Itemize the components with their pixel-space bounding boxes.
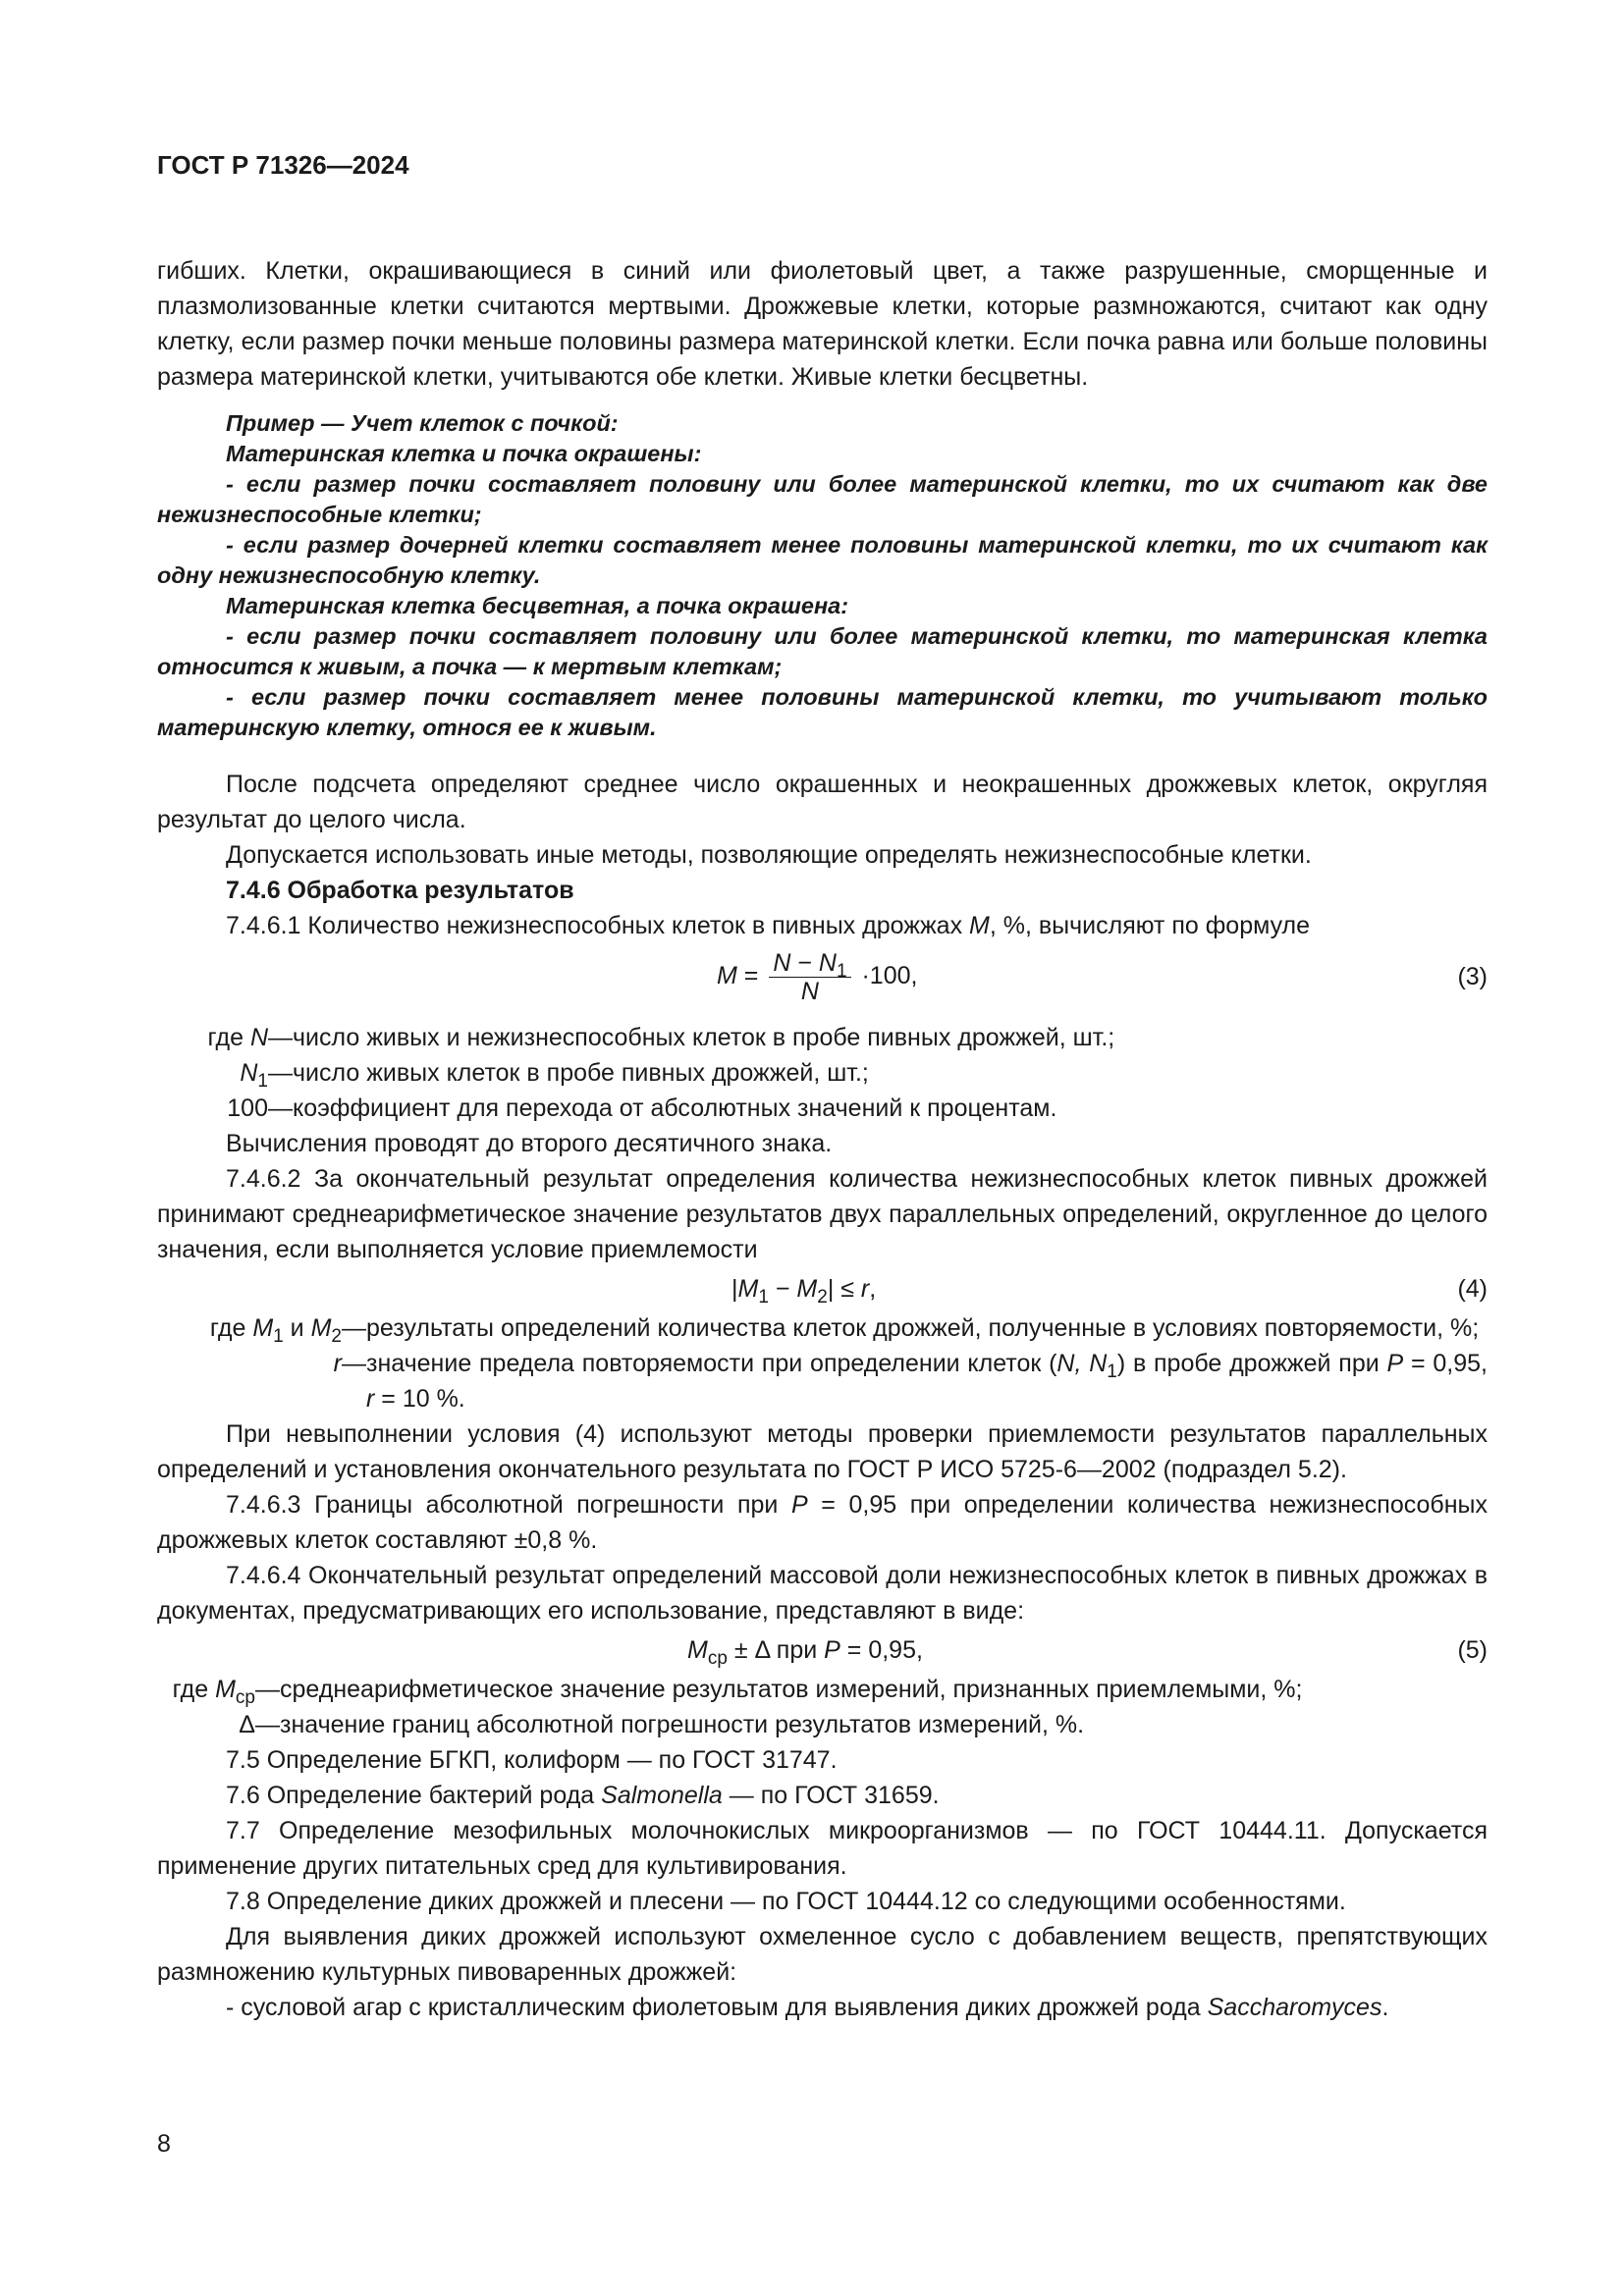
bullet-item: - сусловой агар с кристаллическим фиолетовым для выявления диких дрожжей рода Saccharomyces.: [226, 1994, 1389, 2021]
formula-4-expression: $|M_1 - M_2| \le r$,: [731, 1275, 877, 1308]
definition-row: Δ — значение границ абсолютной погрешности результатов измерений, %.: [239, 1711, 1085, 1738]
definition-row: где $M_{ср}$ — среднеарифметическое значение результатов измерений, признанных приемлемыми, %;: [172, 1676, 1303, 1708]
calc-note: Вычисления проводят до второго десятичного знака.: [226, 1130, 833, 1157]
after-count-paragraph: После подсчета определяют среднее число окрашенных и неокрашенных дрожжевых клеток, округляя результат до целого числа.: [157, 771, 1488, 833]
example-block: [157, 408, 1488, 743]
page-number: 8: [157, 2130, 171, 2158]
paragraph-7-4-6-2: 7.4.6.2 За окончательный результат определения количества нежизнеспособных клеток пивных дрожжей принимают среднеарифметическое значение результатов двух параллельных определений, округленное до целого значения, если выполняется условие приемлемости: [157, 1165, 1488, 1263]
definition-row: $N_1$ — число живых клеток в пробе пивных дрожжей, шт.;: [240, 1059, 869, 1092]
example-case2-a: - если размер почки составляет половину или более материнской клетки, то материнская клетка относится к живым, а почка — к мертвым клеткам;: [157, 623, 1488, 679]
intro-paragraph: гибших. Клетки, окрашивающиеся в синий или фиолетовый цвет, а также разрушенные, сморщенные и плазмолизованные клетки считаются мертвыми. Дрожжевые клетки, которые размножаются, считают как одну клетку, если размер почки меньше половины размера материнской клетки. Если почка равна или больше половины размера материнской клетки, учитываются обе клетки. Живые клетки бесцветны.: [157, 257, 1488, 391]
formula-5-expression: $M_{ср} \pm \Delta$ при P = 0,95,: [687, 1636, 923, 1669]
definition-row: где $M_1$ и $M_2$ — результаты определений количества клеток дрожжей, полученные в условиях повторяемости, %;: [209, 1314, 1480, 1347]
example-case2-b: - если размер почки составляет менее половины материнской клетки, то учитывают только материнскую клетку, относя ее к живым.: [157, 684, 1488, 740]
example-case1-a: - если размер почки составляет половину или более материнской клетки, то их считают как две нежизнеспособные клетки;: [157, 471, 1488, 527]
formula-3-number: (3): [1457, 963, 1488, 990]
paragraph-7-7: 7.7 Определение мезофильных молочнокислых микроорганизмов — по ГОСТ 10444.11. Допускается применение других питательных сред для культивирования.: [157, 1817, 1488, 1880]
definition-row: 100 — коэффициент для перехода от абсолютных значений к процентам.: [227, 1095, 1057, 1122]
definition-row: r — значение предела повторяемости при определении клеток (N, $N_1$) в пробе дрожжей при P = 0,95, r = 10 %.: [333, 1350, 1488, 1413]
wild-yeast-paragraph: Для выявления диких дрожжей используют охмеленное сусло с добавлением веществ, препятствующих размножению культурных пивоваренных дрожжей:: [157, 1923, 1488, 1986]
formula-3-fraction: $\frac{N - N_1}{N}$: [769, 949, 850, 1005]
example-case1-b: - если размер дочерней клетки составляет менее половины материнской клетки, то их считают как одну нежизнеспособную клетку.: [157, 532, 1488, 588]
document-header: ГОСТ Р 71326—2024: [157, 150, 409, 180]
section-title: 7.4.6 Обработка результатов: [226, 877, 574, 904]
example-case1-title: Материнская клетка и почка окрашены:: [226, 441, 702, 466]
example-case2-title: Материнская клетка бесцветная, а почка окрашена:: [226, 593, 849, 618]
paragraph-7-5: 7.5 Определение БГКП, колиформ — по ГОСТ 31747.: [226, 1746, 838, 1774]
formula-3: [157, 949, 1488, 1014]
example-title: Пример — Учет клеток с почкой:: [226, 410, 619, 436]
paragraph-7-8: 7.8 Определение диких дрожжей и плесени — по ГОСТ 10444.12 со следующими особенностями.: [226, 1888, 1346, 1915]
paragraph-7-4-6-4: 7.4.6.4 Окончательный результат определений массовой доли нежизнеспособных клеток в пивных дрожжах в документах, предусматривающих его использование, представляют в виде:: [157, 1562, 1488, 1625]
paragraph-7-6: 7.6 Определение бактерий рода Salmonella — по ГОСТ 31659.: [226, 1782, 940, 1809]
fail-condition-paragraph: При невыполнении условия (4) используют методы проверки приемлемости результатов параллельных определений и установления окончательного результата по ГОСТ Р ИСО 5725-6—2002 (подраздел 5.2).: [157, 1420, 1488, 1483]
formula-4: [157, 1267, 1488, 1310]
document-page: [157, 147, 1488, 2025]
formula-5: [157, 1629, 1488, 1672]
formula-3-expression: M = $\frac{N - N_1}{N}$ ·100,: [717, 949, 918, 1005]
formula-5-number: (5): [1457, 1636, 1488, 1664]
paragraph-7-4-6-1: 7.4.6.1 Количество нежизнеспособных клеток в пивных дрожжах M, %, вычисляют по формуле: [226, 912, 1311, 939]
formula-4-number: (4): [1457, 1275, 1488, 1303]
formula-5-definitions: [157, 1672, 1488, 1742]
formula-4-definitions: [157, 1310, 1488, 1416]
formula-3-definitions: [157, 1020, 1488, 1126]
paragraph-7-4-6-3: 7.4.6.3 Границы абсолютной погрешности при P = 0,95 при определении количества нежизнеспособных дрожжевых клеток составляют ±0,8 %.: [157, 1491, 1488, 1554]
definition-row: где N — число живых и нежизнеспособных клеток в пробе пивных дрожжей, шт.;: [207, 1024, 1115, 1051]
other-methods-paragraph: Допускается использовать иные методы, позволяющие определять нежизнеспособные клетки.: [226, 841, 1312, 869]
